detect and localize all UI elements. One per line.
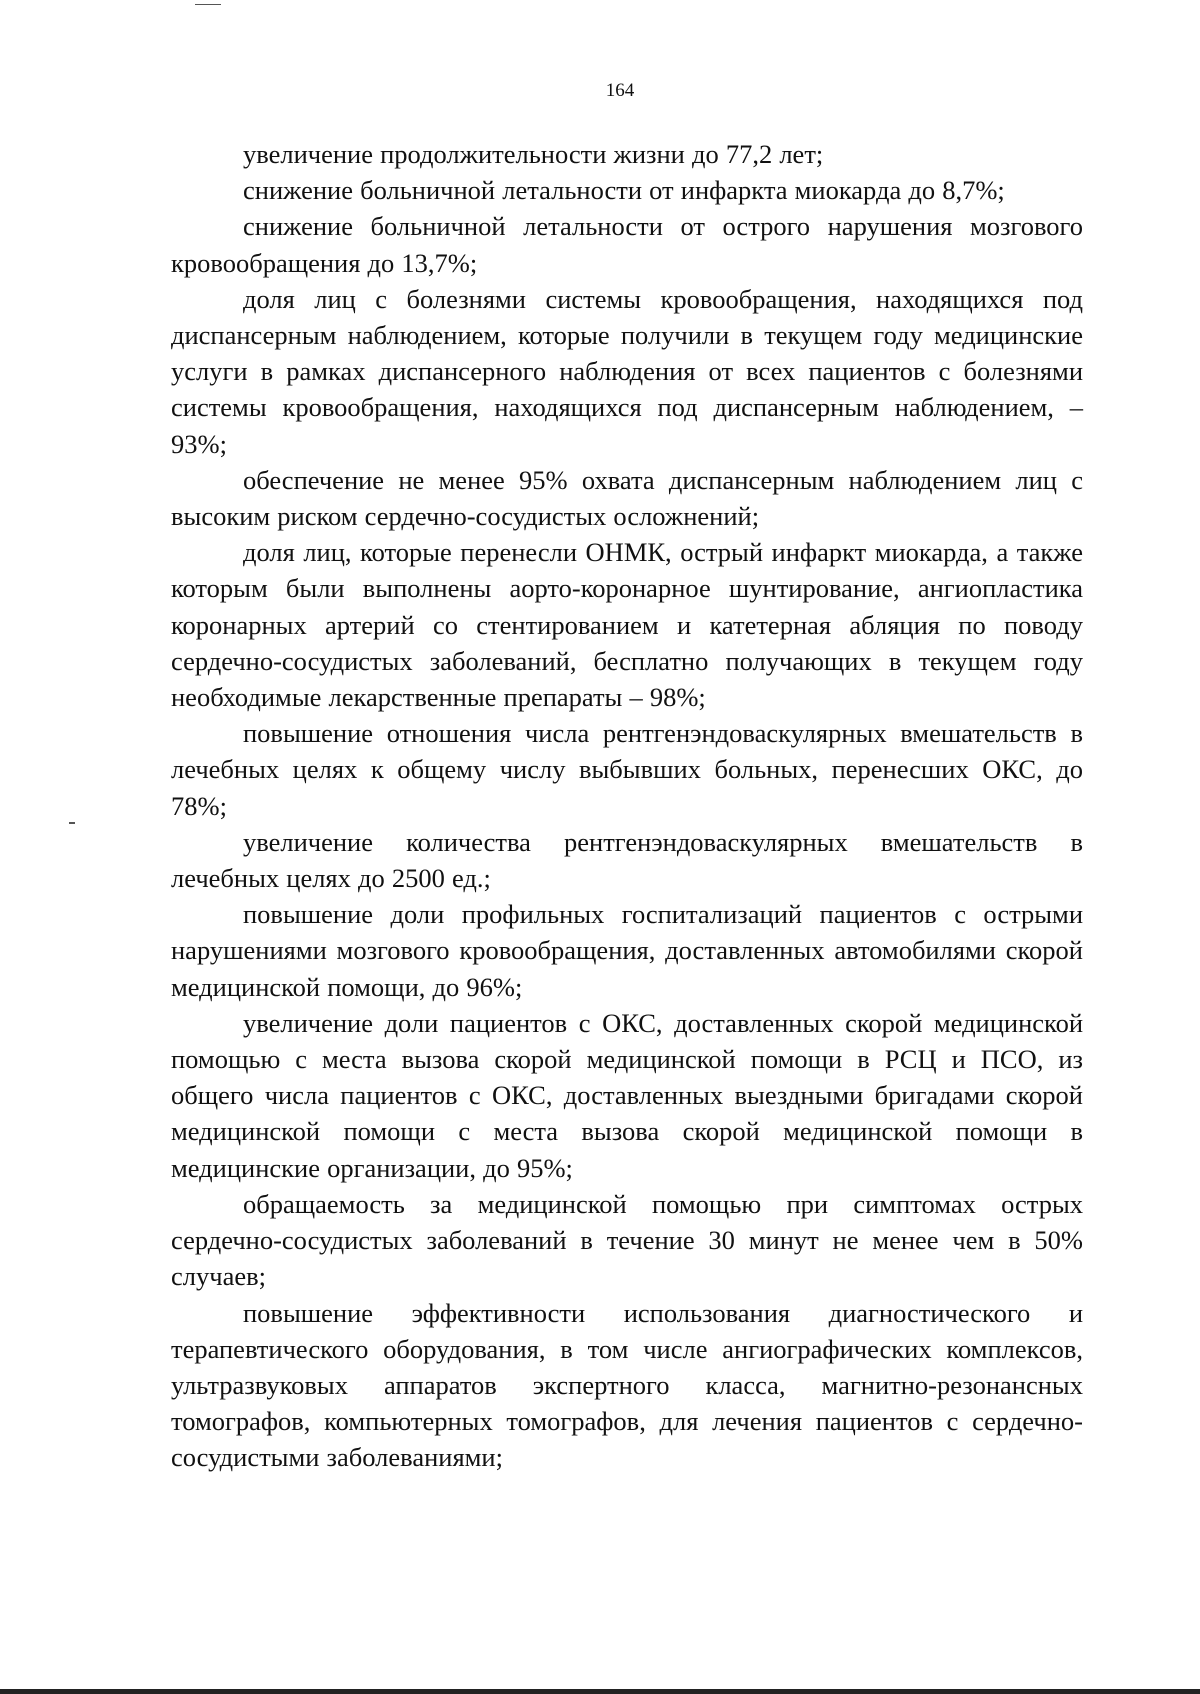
paragraph-stroke-mortality: снижение больничной летальности от острого нарушения мозгового кровообращения до 13,7%; [171,211,1083,278]
paragraph-profile-hospitalizations: повышение доли профильных госпитализаций пациентов с острыми нарушениями мозгового кровообращения, доставленных автомобилями скорой медицинской помощи, до 96%; [171,899,1083,1002]
scan-artifact-bottom-edge [0,1689,1200,1694]
scan-artifact-margin-dash [69,822,75,824]
paragraph-infarction-mortality: снижение больничной летальности от инфаркта миокарда до 8,7%; [243,175,1005,206]
document-body [171,136,1083,1476]
paragraph-endovascular-count: увеличение количества рентгенэндоваскулярных вмешательств в лечебных целях до 2500 ед.; [171,826,1083,894]
paragraph-dispensary-services: доля лиц с болезнями системы кровообращения, находящихся под диспансерным наблюдением, которые получили в текущем году медицинские услуги в рамках диспансерного наблюдения от всех пациентов с болезнями системы кровообращения, находящихся под диспансерным наблюдением, – 93%; [171,283,1083,459]
scan-artifact-top [195,4,221,5]
paragraph-dispensary-coverage: обеспечение не менее 95% охвата диспансерным наблюдением лиц с высоким риском сердечно-сосудистых осложнений; [171,464,1083,532]
paragraph-care-seeking: обращаемость за медицинской помощью при симптомах острых сердечно-сосудистых заболеваний в течение 30 минут не менее чем в 50% случаев; [171,1188,1083,1292]
paragraph-endovascular-ratio: повышение отношения числа рентгенэндоваскулярных вмешательств в лечебных целях к общему числу выбывших больных, перенесших ОКС, до 78%; [171,718,1083,821]
paragraph-equipment-efficiency: повышение эффективности использования диагностического и терапевтического оборудования, в том числе ангиографических комплексов, ультразвуковых аппаратов экспертного класса, магнитно-резонансных томографов, компьютерных томографов, для лечения пациентов с сердечно-сосудистыми заболеваниями; [171,1297,1083,1473]
paragraph-free-medication: доля лиц, которые перенесли ОНМК, острый инфаркт миокарда, а также которым были выполнены аорто-коронарное шунтирование, ангиопластика коронарных артерий со стентированием и катетерная абляция по поводу сердечно-сосудистых заболеваний, бесплатно получающих в текущем году необходимые лекарственные препараты – 98%; [171,537,1083,713]
page-number: 164 [605,80,635,101]
paragraph-life-expectancy: увеличение продолжительности жизни до 77,2 лет; [243,139,824,169]
paragraph-oks-delivery: увеличение доли пациентов с ОКС, доставленных скорой медицинской помощью с места вызова скорой медицинской помощи в РСЦ и ПСО, из общего числа пациентов с ОКС, доставленных выездными бригадами скорой медицинской помощи с места вызова скорой медицинской помощи в медицинские организации, до 95%; [171,1007,1083,1183]
